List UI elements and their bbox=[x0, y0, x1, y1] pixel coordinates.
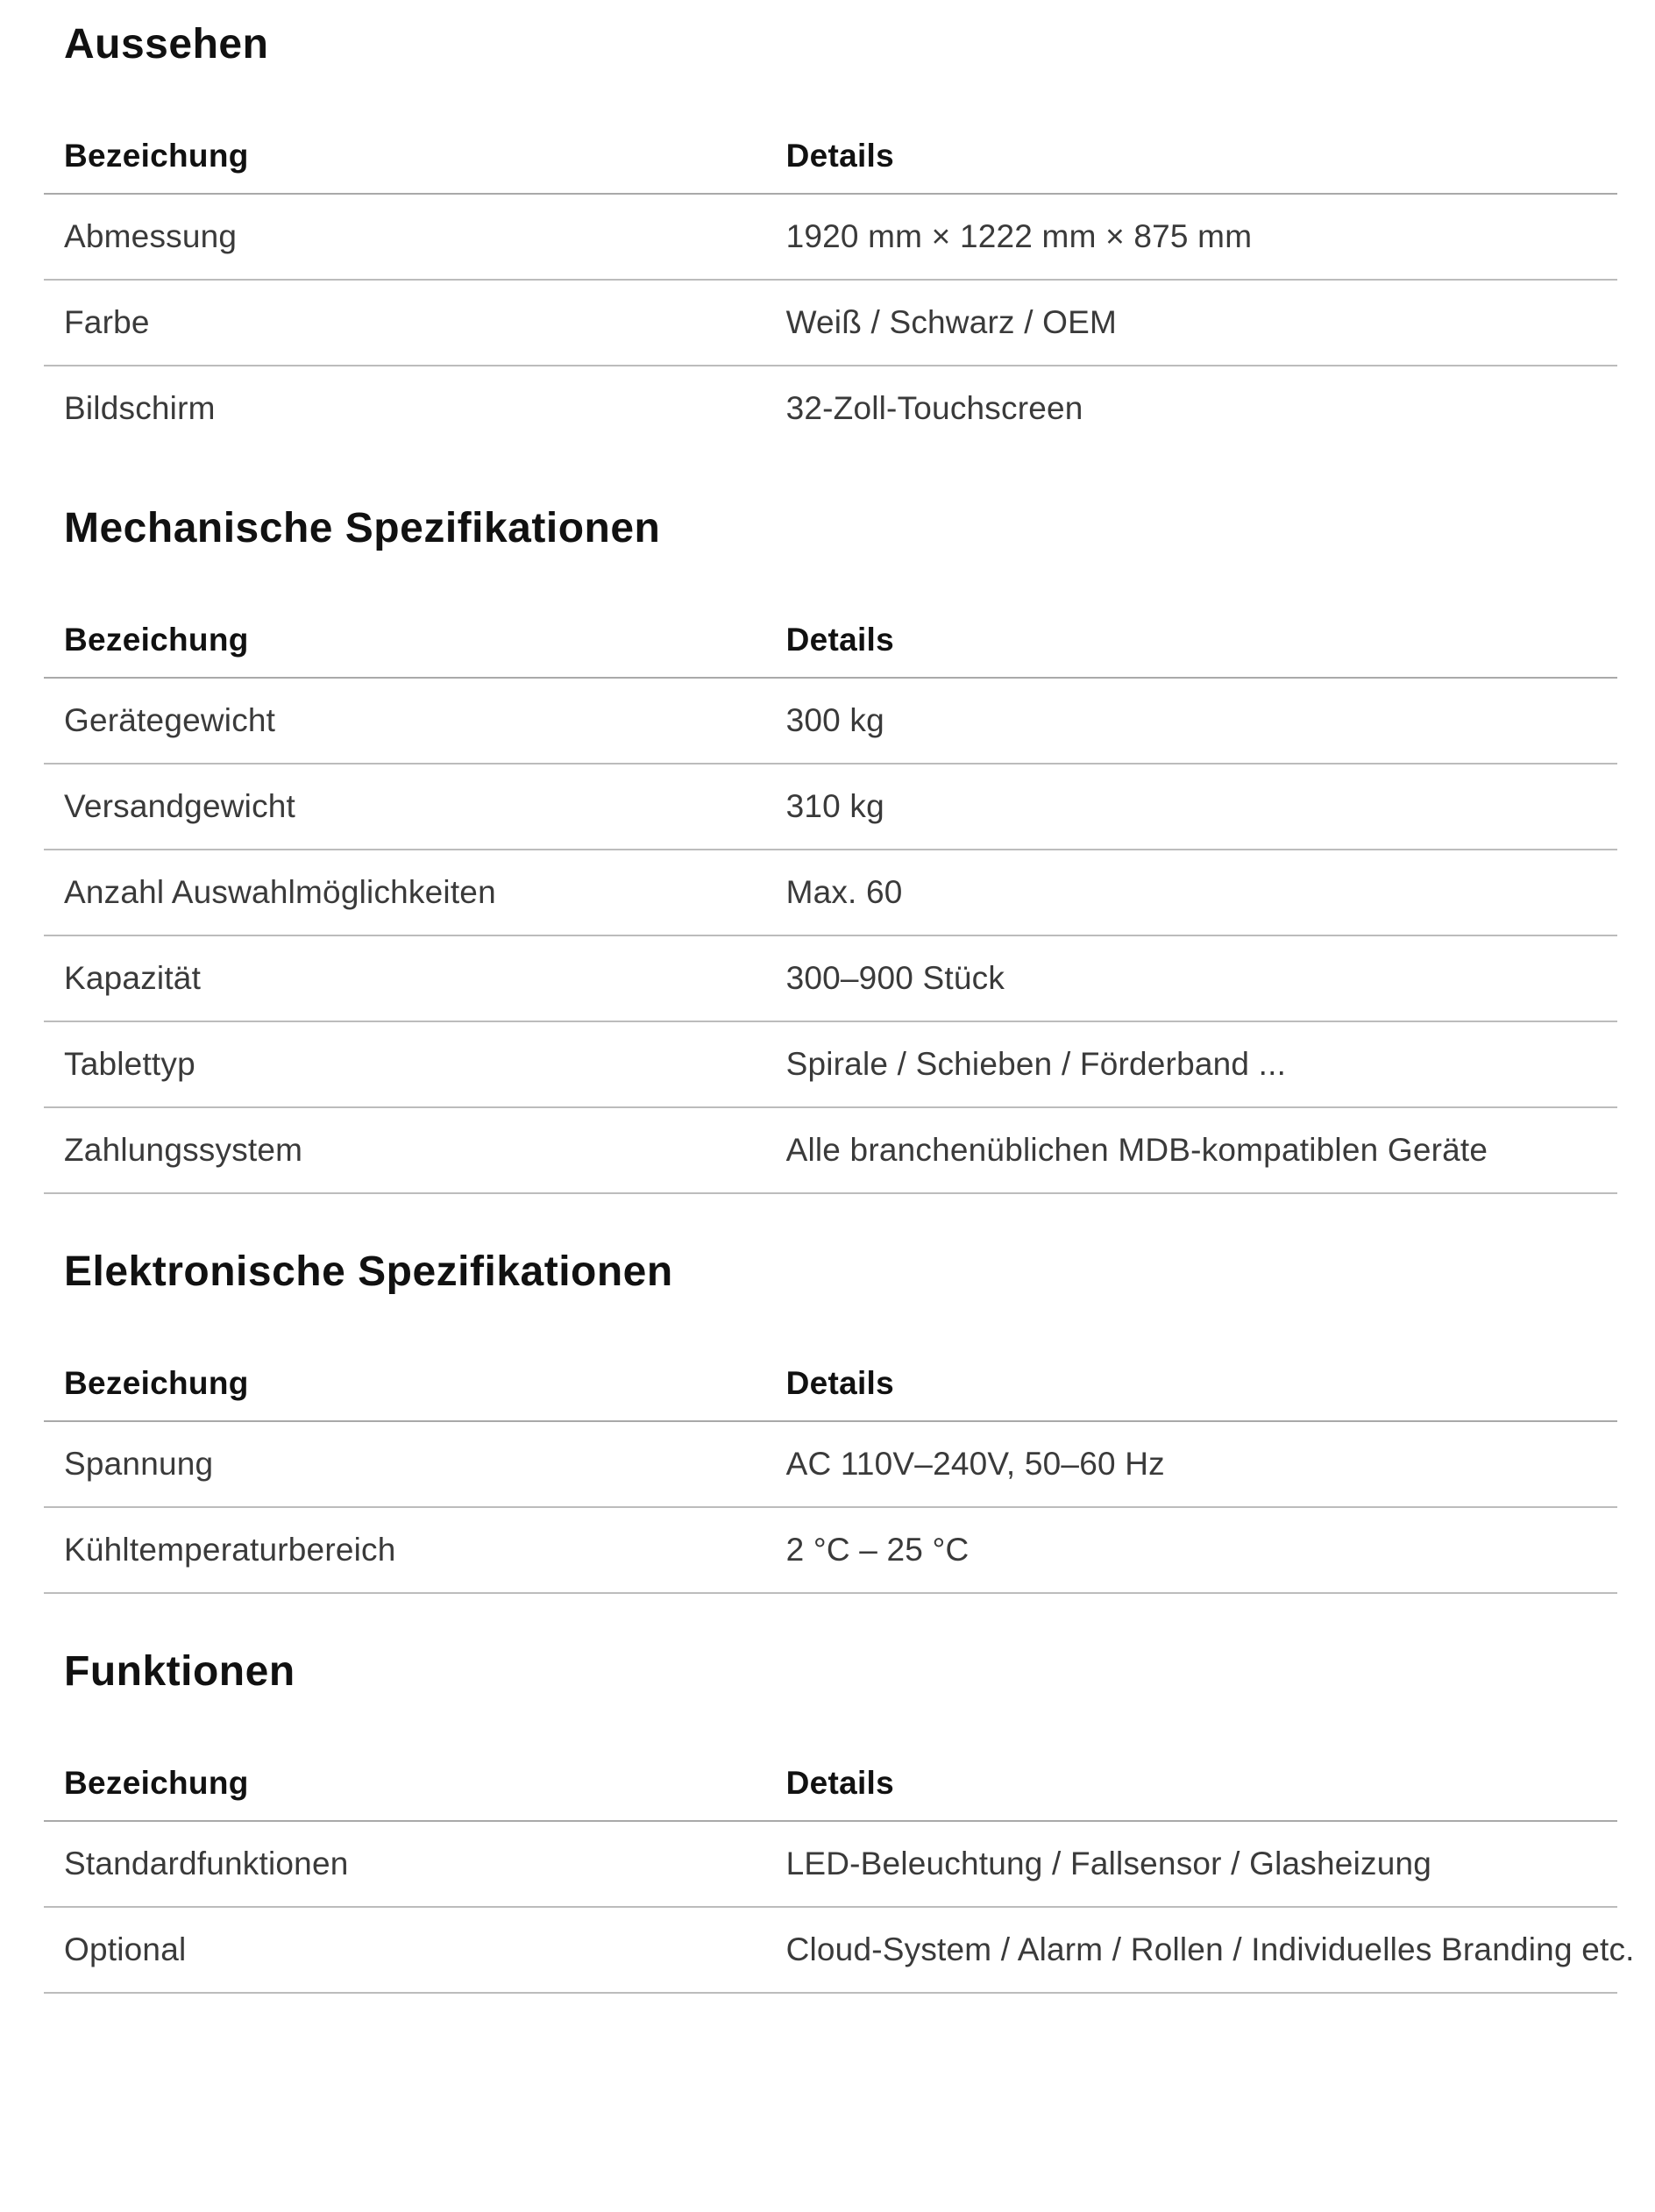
spec-table bbox=[44, 1764, 1635, 1994]
table-row bbox=[44, 1507, 1617, 1593]
table-row bbox=[44, 1821, 1617, 1907]
table-row bbox=[44, 1421, 1617, 1507]
spec-value: Cloud-System / Alarm / Rollen / Individuelles Branding etc. bbox=[766, 1907, 1617, 1993]
table-row bbox=[44, 1021, 1617, 1107]
spec-value: Spirale / Schieben / Förderband ... bbox=[766, 1021, 1617, 1107]
column-header-label: Bezeichung bbox=[44, 1364, 766, 1421]
column-header-label: Bezeichung bbox=[44, 137, 766, 194]
spec-table-body bbox=[44, 1821, 1635, 1993]
spec-value: 310 kg bbox=[766, 764, 1617, 850]
table-row bbox=[44, 678, 1617, 764]
spec-section bbox=[44, 19, 1617, 451]
spec-value: Weiß / Schwarz / OEM bbox=[766, 280, 1617, 366]
header-row bbox=[44, 137, 1617, 194]
column-header-label: Bezeichung bbox=[44, 621, 766, 678]
spec-label: Gerätegewicht bbox=[44, 678, 766, 764]
table-row bbox=[44, 194, 1617, 280]
table-row bbox=[44, 1907, 1617, 1993]
spec-label: Kapazität bbox=[44, 935, 766, 1021]
table-row bbox=[44, 850, 1617, 935]
header-row bbox=[44, 1764, 1617, 1821]
section-title: Aussehen bbox=[64, 21, 269, 68]
spec-table-body bbox=[44, 194, 1617, 451]
spec-value: 2 °C – 25 °C bbox=[766, 1507, 1617, 1593]
spec-table-head bbox=[44, 621, 1617, 678]
spec-value: AC 110V–240V, 50–60 Hz bbox=[766, 1421, 1617, 1507]
spec-table-body bbox=[44, 678, 1617, 1193]
spec-table-head bbox=[44, 1764, 1617, 1821]
spec-table bbox=[44, 621, 1617, 1194]
table-row bbox=[44, 280, 1617, 366]
section-title: Elektronische Spezifikationen bbox=[64, 1248, 673, 1295]
spec-label: Versandgewicht bbox=[44, 764, 766, 850]
table-row bbox=[44, 764, 1617, 850]
spec-label: Abmessung bbox=[44, 194, 766, 280]
spec-label: Spannung bbox=[44, 1421, 766, 1507]
spec-section bbox=[44, 1647, 1635, 1994]
spec-value: 300–900 Stück bbox=[766, 935, 1617, 1021]
spec-page bbox=[0, 19, 1655, 2064]
spec-value: LED-Beleuchtung / Fallsensor / Glasheizung bbox=[766, 1821, 1617, 1907]
table-row bbox=[44, 366, 1617, 451]
spec-label: Optional bbox=[44, 1907, 766, 1993]
spec-table bbox=[44, 1364, 1617, 1594]
header-row bbox=[44, 621, 1617, 678]
section-title: Mechanische Spezifikationen bbox=[64, 505, 661, 551]
table-row bbox=[44, 1107, 1617, 1193]
spec-label: Standardfunktionen bbox=[44, 1821, 766, 1907]
spec-label: Anzahl Auswahlmöglichkeiten bbox=[44, 850, 766, 935]
column-header-label: Bezeichung bbox=[44, 1764, 766, 1821]
column-header-details: Details bbox=[766, 1364, 1617, 1421]
spec-section bbox=[44, 503, 1617, 1194]
spec-value: 1920 mm × 1222 mm × 875 mm bbox=[766, 194, 1617, 280]
spec-section bbox=[44, 1247, 1617, 1594]
table-row bbox=[44, 935, 1617, 1021]
spec-value: 300 kg bbox=[766, 678, 1617, 764]
spec-value: Max. 60 bbox=[766, 850, 1617, 935]
spec-label: Kühltemperaturbereich bbox=[44, 1507, 766, 1593]
column-header-details: Details bbox=[766, 1764, 1617, 1821]
column-header-details: Details bbox=[766, 137, 1617, 194]
header-row bbox=[44, 1364, 1617, 1421]
spec-label: Bildschirm bbox=[64, 390, 216, 426]
spec-table-body bbox=[44, 1421, 1617, 1593]
spec-label: Zahlungssystem bbox=[44, 1107, 766, 1193]
spec-table bbox=[44, 137, 1617, 451]
spec-value: 32-Zoll-Touchscreen bbox=[785, 390, 1083, 426]
section-title: Funktionen bbox=[64, 1648, 295, 1695]
spec-label: Farbe bbox=[44, 280, 766, 366]
column-header-details: Details bbox=[766, 621, 1617, 678]
spec-value: Alle branchenüblichen MDB-kompatiblen Geräte bbox=[766, 1107, 1617, 1193]
spec-table-head bbox=[44, 1364, 1617, 1421]
spec-table-head bbox=[44, 137, 1617, 194]
spec-label: Tablettyp bbox=[44, 1021, 766, 1107]
